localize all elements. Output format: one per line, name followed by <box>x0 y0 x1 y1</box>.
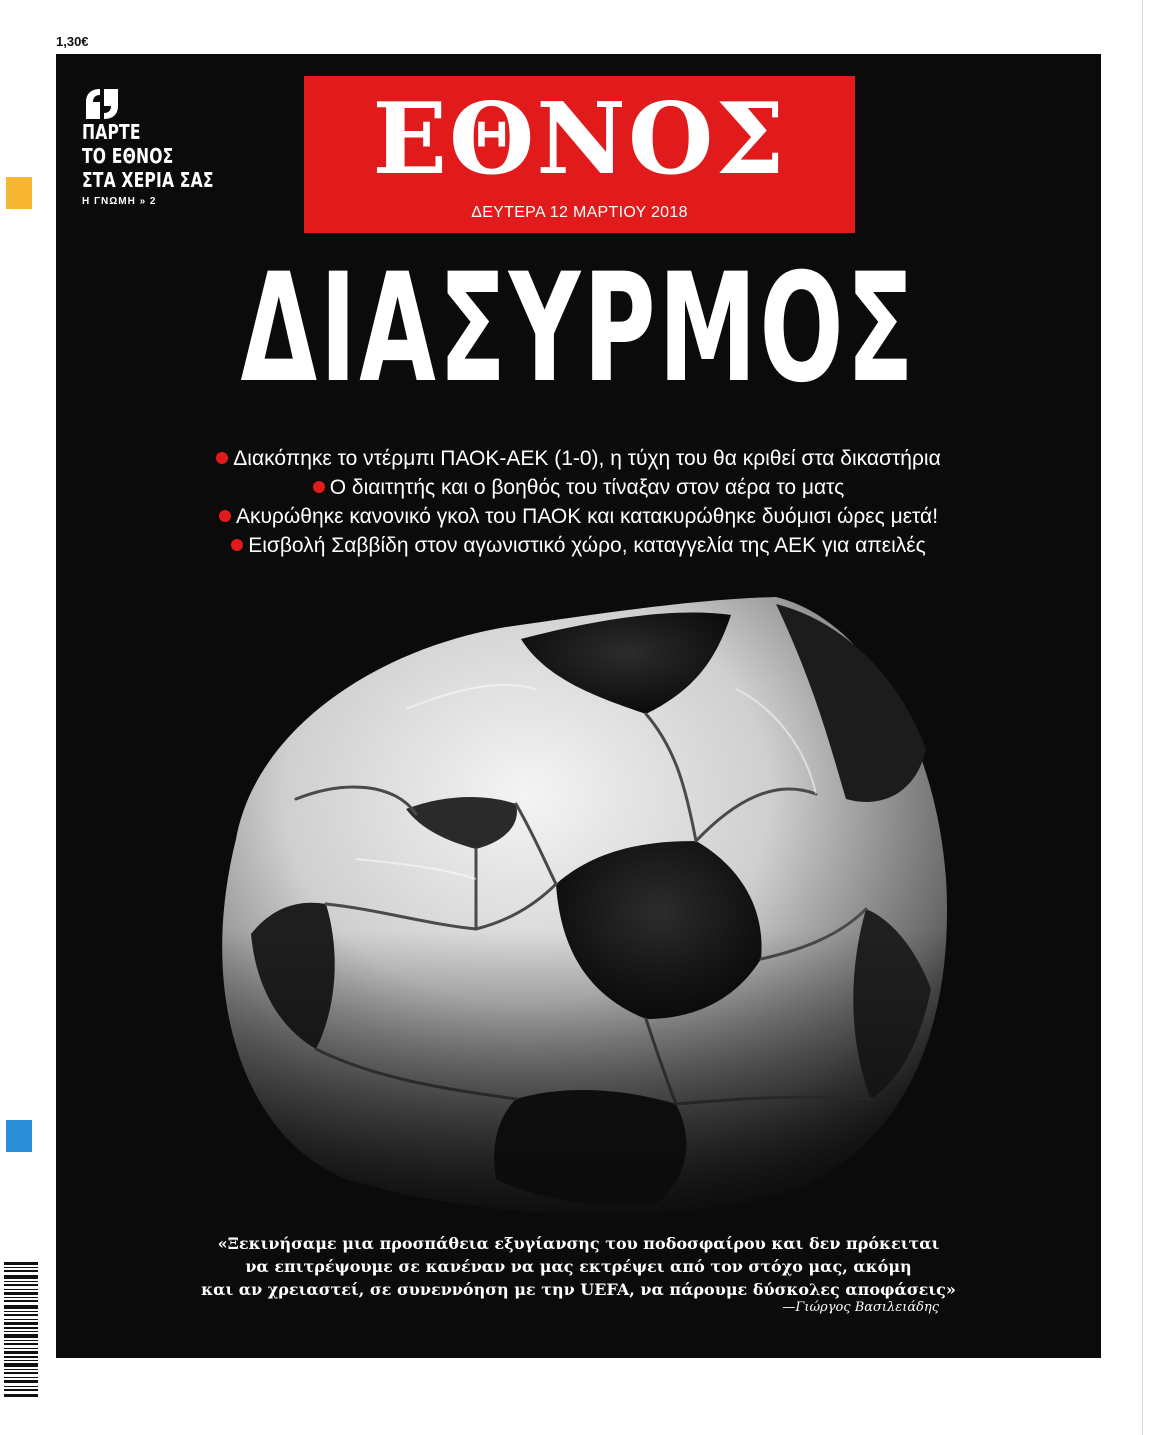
color-register-yellow <box>6 177 32 209</box>
red-bullet-icon <box>216 452 228 464</box>
main-headline: ΔΙΑΣΥΡΜΟΣ <box>240 242 917 416</box>
cover-page <box>56 54 1101 1358</box>
red-bullet-icon <box>219 510 231 522</box>
bullet-item <box>56 444 1101 473</box>
promo-page-ref: Η ΓΝΩΜΗ » 2 <box>82 196 157 207</box>
scan-edge <box>1142 0 1143 1435</box>
issue-date: ΔΕΥΤΕΡΑ 12 ΜΑΡΤΙΟΥ 2018 <box>471 204 688 221</box>
headline-bullets <box>56 444 1101 560</box>
quote-line: «Ξεκινήσαμε μια προσπάθεια εξυγίανσης του ποδοσφαίρου και δεν πρόκειται <box>217 1234 940 1253</box>
cover-price: 1,30€ <box>56 34 89 49</box>
bullet-item <box>56 531 1101 560</box>
quote-line: να επιτρέψουμε σε κανέναν να μας εκτρέψει από τον στόχο μας, ακόμη <box>245 1257 912 1276</box>
quote-mark-icon <box>82 88 122 120</box>
red-bullet-icon <box>231 539 243 551</box>
newspaper-logo: ΕΘΝΟΣ <box>372 82 787 197</box>
promo-line: ΣΤΑ ΧΕΡΙΑ ΣΑΣ <box>82 168 214 192</box>
bullet-text: Ακυρώθηκε κανονικό γκολ του ΠΑΟΚ και κατακυρώθηκε δυόμισι ώρες μετά! <box>235 505 939 528</box>
bullet-text: Εισβολή Σαββίδη στον αγωνιστικό χώρο, καταγγελία της ΑΕΚ για απειλές <box>248 534 926 557</box>
bullet-item <box>56 502 1101 531</box>
promo-line: ΠΑΡΤΕ <box>82 120 141 144</box>
bullet-item <box>56 473 1101 502</box>
barcode-icon <box>4 1262 38 1398</box>
featured-quote <box>56 1232 1101 1301</box>
bullet-text: Διακόπηκε το ντέρμπι ΠΑΟΚ-ΑΕΚ (1-0), η τύχη του θα κριθεί στα δικαστήρια <box>233 447 941 470</box>
promo-line: ΤΟ ΕΘΝΟΣ <box>82 144 174 168</box>
color-register-blue <box>6 1120 32 1152</box>
promo-block[interactable] <box>82 88 251 207</box>
deflated-football-image <box>176 579 956 1219</box>
red-bullet-icon <box>313 481 325 493</box>
quote-author: —Γιώργος Βασιλειάδης <box>782 1300 939 1315</box>
bullet-text: Ο διαιτητής και ο βοηθός του τίναξαν στον αέρα το ματς <box>329 476 845 499</box>
masthead <box>304 76 855 233</box>
quote-line: και αν χρειαστεί, σε συνεννόηση με την UEFA, να πάρουμε δύσκολες αποφάσεις» <box>201 1280 956 1299</box>
